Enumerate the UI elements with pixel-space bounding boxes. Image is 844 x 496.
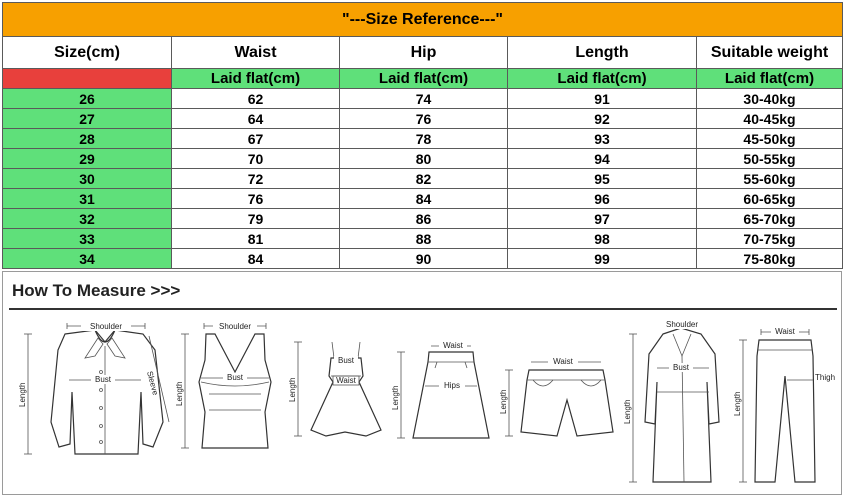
cell-hip: 78: [340, 129, 508, 149]
how-to-measure-title: How To Measure >>>: [12, 281, 181, 300]
cell-waist: 84: [172, 249, 340, 269]
coat-length-label: Length: [623, 399, 632, 424]
table-body: [3, 89, 843, 269]
table-row: [3, 109, 843, 129]
coat-bust-label: Bust: [672, 363, 690, 372]
size-reference-table: [2, 2, 843, 269]
cell-size: 33: [3, 229, 172, 249]
cell-waist: 64: [172, 109, 340, 129]
cell-hip: 74: [340, 89, 508, 109]
coat-shoulder-label: Shoulder: [665, 320, 699, 329]
cell-hip: 82: [340, 169, 508, 189]
table-row: [3, 189, 843, 209]
cell-waist: 62: [172, 89, 340, 109]
cell-waist: 79: [172, 209, 340, 229]
dress-length-label: Length: [288, 377, 297, 402]
skirt-length-label: Length: [391, 385, 400, 410]
header-weight: Suitable weight: [697, 37, 843, 69]
cell-length: 93: [508, 129, 697, 149]
shirt-bust-label: Bust: [94, 375, 112, 384]
shirt-length-label: Length: [18, 382, 27, 407]
cell-size: 34: [3, 249, 172, 269]
coat-illustration: [623, 320, 719, 482]
cell-weight: 50-55kg: [697, 149, 843, 169]
tank-bust-label: Bust: [226, 373, 244, 382]
cell-size: 26: [3, 89, 172, 109]
trousers-length-label: Length: [733, 391, 742, 416]
cell-length: 97: [508, 209, 697, 229]
header-length: Length: [508, 37, 697, 69]
skirt-illustration: [391, 341, 489, 438]
cell-hip: 86: [340, 209, 508, 229]
trousers-waist-label: Waist: [775, 327, 795, 336]
skirt-waist-label: Waist: [443, 341, 463, 350]
trousers-illustration: [733, 327, 835, 482]
header-size: Size(cm): [3, 37, 172, 69]
cell-hip: 88: [340, 229, 508, 249]
skirt-hips-label: Hips: [443, 381, 461, 390]
trousers-thigh-label: Thigh: [815, 373, 836, 382]
cell-length: 95: [508, 169, 697, 189]
cell-hip: 76: [340, 109, 508, 129]
garment-illustrations: [3, 272, 841, 494]
table-row: [3, 229, 843, 249]
cell-size: 32: [3, 209, 172, 229]
subheader-size: [3, 69, 172, 89]
how-to-measure-panel: [2, 271, 842, 495]
subheader-waist: Laid flat(cm): [172, 69, 340, 89]
tank-top-illustration: [175, 322, 271, 448]
cell-waist: 67: [172, 129, 340, 149]
cell-length: 92: [508, 109, 697, 129]
table-row: [3, 149, 843, 169]
subheader-row: [3, 69, 843, 89]
cell-weight: 75-80kg: [697, 249, 843, 269]
header-waist: Waist: [172, 37, 340, 69]
table-row: [3, 89, 843, 109]
cell-size: 27: [3, 109, 172, 129]
cell-weight: 55-60kg: [697, 169, 843, 189]
cell-hip: 90: [340, 249, 508, 269]
tank-shoulder-label: Shoulder: [218, 322, 252, 331]
header-row: [3, 37, 843, 69]
subheader-weight: Laid flat(cm): [697, 69, 843, 89]
shirt-sleeve-label: Sleeve: [145, 370, 161, 397]
cell-length: 96: [508, 189, 697, 209]
cell-waist: 72: [172, 169, 340, 189]
cell-weight: 45-50kg: [697, 129, 843, 149]
subheader-length: Laid flat(cm): [508, 69, 697, 89]
cell-weight: 65-70kg: [697, 209, 843, 229]
cell-size: 29: [3, 149, 172, 169]
cell-length: 94: [508, 149, 697, 169]
cell-weight: 70-75kg: [697, 229, 843, 249]
header-hip: Hip: [340, 37, 508, 69]
shirt-shoulder-label: Shoulder: [89, 322, 123, 331]
cell-size: 30: [3, 169, 172, 189]
dress-bust-label: Bust: [337, 356, 355, 365]
shirt-illustration: [18, 322, 169, 454]
cell-waist: 70: [172, 149, 340, 169]
table-row: [3, 129, 843, 149]
cell-hip: 80: [340, 149, 508, 169]
table-row: [3, 169, 843, 189]
tank-length-label: Length: [175, 381, 184, 406]
table-row: [3, 249, 843, 269]
shorts-waist-label: Waist: [553, 357, 573, 366]
shorts-illustration: [499, 357, 613, 436]
cell-weight: 40-45kg: [697, 109, 843, 129]
cell-size: 28: [3, 129, 172, 149]
cell-waist: 81: [172, 229, 340, 249]
subheader-hip: Laid flat(cm): [340, 69, 508, 89]
table-title: "---Size Reference---": [3, 3, 843, 37]
cell-length: 91: [508, 89, 697, 109]
cell-waist: 76: [172, 189, 340, 209]
cell-length: 99: [508, 249, 697, 269]
dress-waist-label: Waist: [336, 376, 356, 385]
cell-weight: 30-40kg: [697, 89, 843, 109]
cell-weight: 60-65kg: [697, 189, 843, 209]
cell-length: 98: [508, 229, 697, 249]
dress-illustration: [288, 342, 381, 436]
cell-hip: 84: [340, 189, 508, 209]
shorts-length-label: Length: [499, 389, 508, 414]
table-row: [3, 209, 843, 229]
cell-size: 31: [3, 189, 172, 209]
